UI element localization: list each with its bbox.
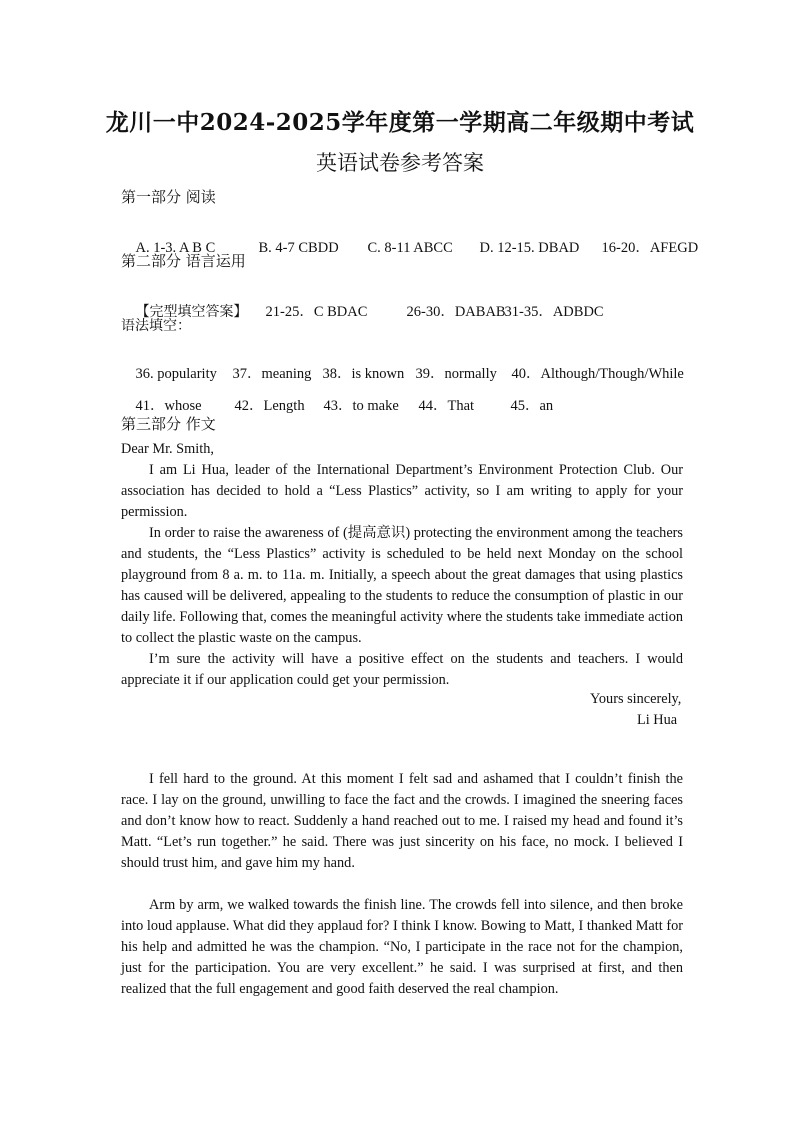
letter-paragraph-3: I’m sure the activity will have a positive effect on the students and teachers. I would appreciate it if our application could get your permission. <box>121 651 683 688</box>
answer-d: D. 12-15. DBAD <box>479 240 580 256</box>
grammar-43: 43．to make <box>323 398 399 414</box>
cloze-26-30: 26-30．DABAB <box>406 304 506 320</box>
cloze-answers <box>121 283 604 338</box>
grammar-38: 38．is known <box>322 366 405 382</box>
grammar-45: 45．an <box>510 398 554 414</box>
grammar-39: 39．normally <box>415 366 497 382</box>
answer-a: A. 1-3. A B C <box>135 240 216 256</box>
letter-salutation: Dear Mr. Smith, <box>121 441 214 457</box>
grammar-41: 41．whose <box>135 398 202 414</box>
part1-heading: 第一部分 阅读 <box>121 188 216 206</box>
grammar-40: 40．Although/Though/While <box>511 366 684 382</box>
cloze-21-25: 21-25．C BDAC <box>265 304 368 320</box>
continuation-paragraph-2: Arm by arm, we walked towards the finish line. The crowds fell into silence, and then broke into loud applause. What did they applaud for? I think I know. Bowing to Matt, I thanked Matt for his help and admitted he was the champion. “No, I participate in the race not for the champion, just for the participation. You are very excellent.” he said. I was surprised at first, and then realized that the full engagement and good faith deserved the real champion. <box>121 897 683 997</box>
letter-closing: Yours sincerely, <box>590 691 682 707</box>
continuation-paragraph-1: I fell hard to the ground. At this moment I felt sad and ashamed that I couldn’t finish the race. I lay on the ground, unwilling to face the fact and the crowds. I imagined the sneering faces and don’t know how to react. Suddenly a hand reached out to me. I raised my head and found it’s Matt. “Let’s run together.” he said. There was just sincerity on his face, no mock. I believed I should trust him, and gave him my hand. <box>121 771 683 871</box>
answer-16-20: 16-20．AFEGD <box>601 240 699 256</box>
part2-heading: 第二部分 语言运用 <box>121 252 246 270</box>
cloze-31-35: 31-35．ADBDC <box>504 304 604 320</box>
grammar-42: 42．Length <box>234 398 305 414</box>
answer-c: C. 8-11 ABCC <box>367 240 453 256</box>
letter-paragraph-1: I am Li Hua, leader of the International Department’s Environment Protection Club. Our association has decided to hold a “Less Plastics” activity, so I am writing to apply for your permission. <box>121 462 683 520</box>
grammar-44: 44．That <box>418 398 475 414</box>
grammar-37: 37．meaning <box>232 366 312 382</box>
page-title: 龙川一中2024-2025学年度第一学期高二年级期中考试 <box>105 109 695 136</box>
grammar-label: 语法填空： <box>121 318 191 334</box>
letter-signature: Li Hua <box>637 712 678 728</box>
page-subtitle: 英语试卷参考答案 <box>316 151 484 175</box>
part3-heading: 第三部分 作文 <box>121 415 216 433</box>
answer-b: B. 4-7 CBDD <box>258 240 339 256</box>
cloze-label: 【完型填空答案】 <box>135 304 248 320</box>
grammar-36: 36. popularity <box>135 366 217 382</box>
letter-paragraph-2: In order to raise the awareness of (提高意识) protecting the environment among the teachers and students, the “Less Plastics” activity is scheduled to be held next Monday on the school playground from 8 a. m. to 11a. m. Initially, a speech about the great damages that using plastics has caused will be delivered, appealing to the students to reduce the consumption of plastic in our daily life. Following that, comes the meaningful activity where the students take immediate action to collect the plastic waste on the campus. <box>121 525 683 646</box>
